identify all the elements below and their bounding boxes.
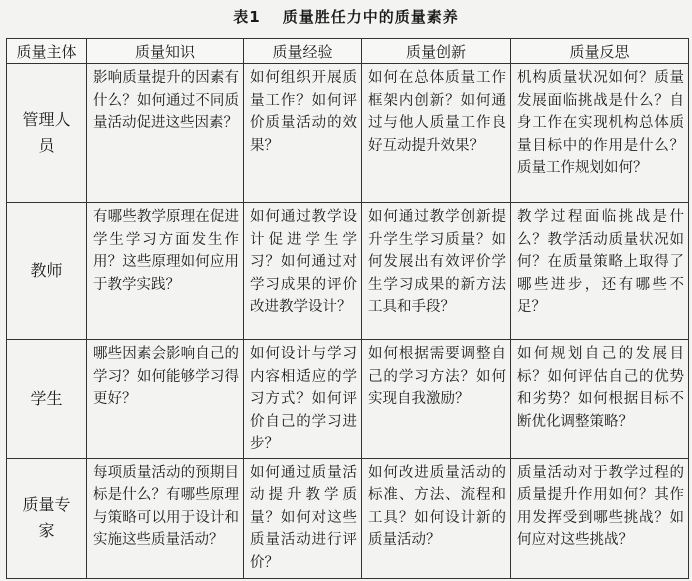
experience-cell: 如何设计与学习内容相适应的学习方式？如何评价自己的学习进步？	[244, 340, 362, 459]
table-row-quality-experts	[7, 458, 689, 578]
reflection-cell: 质量活动对于教学过程的质量提升作用如何？其作用发挥受到哪些挑战？如何应对这些挑战？	[511, 458, 689, 578]
subject-cell: 教师	[7, 203, 87, 340]
header-innovation: 质量创新	[362, 39, 511, 64]
header-reflection: 质量反思	[511, 39, 689, 64]
experience-cell: 如何组织开展质量工作？如何评价质量活动的效果？	[244, 64, 362, 203]
subject-cell: 学生	[7, 340, 87, 459]
innovation-cell: 如何改进质量活动的标准、方法、流程和工具？如何设计新的质量活动？	[362, 458, 511, 578]
table-row-managers	[7, 64, 689, 203]
quality-literacy-table	[6, 38, 689, 579]
reflection-cell: 教学过程面临挑战是什么？教学活动质量状况如何？在质量策略上取得了哪些进步，还有哪些不足？	[511, 203, 689, 340]
innovation-cell: 如何在总体质量工作框架内创新？如何通过与他人质量工作良好互动提升效果？	[362, 64, 511, 203]
table-row-students	[7, 340, 689, 459]
innovation-cell: 如何通过教学创新提升学生学习质量？如何发展出有效评价学生学习成果的新方法工具和手段？	[362, 203, 511, 340]
subject-cell: 质量专家	[7, 458, 87, 578]
table-caption	[0, 6, 692, 27]
innovation-cell: 如何根据需要调整自己的学习方法？如何实现自我激励？	[362, 340, 511, 459]
knowledge-cell: 哪些因素会影响自己的学习？如何能够学习得更好？	[87, 340, 244, 459]
knowledge-cell: 有哪些教学原理在促进学生学习方面发生作用？这些原理如何应用于教学实践？	[87, 203, 244, 340]
experience-cell: 如何通过教学设计促进学生学习？如何通过对学习成果的评价改进教学设计？	[244, 203, 362, 340]
knowledge-cell: 影响质量提升的因素有什么？如何通过不同质量活动促进这些因素？	[87, 64, 244, 203]
table-header-row	[7, 39, 689, 64]
knowledge-cell: 每项质量活动的预期目标是什么？有哪些原理与策略可以用于设计和实施这些质量活动？	[87, 458, 244, 578]
header-experience: 质量经验	[244, 39, 362, 64]
table-title: 质量胜任力中的质量素养	[282, 8, 459, 26]
table-number: 表1	[233, 8, 261, 26]
reflection-cell: 机构质量状况如何？质量发展面临挑战是什么？自身工作在实现机构总体质量目标中的作用是什么？质量工作规划如何？	[511, 64, 689, 203]
experience-cell: 如何通过质量活动提升教学质量？如何对这些质量活动进行评价？	[244, 458, 362, 578]
header-subject: 质量主体	[7, 39, 87, 64]
subject-cell: 管理人员	[7, 64, 87, 203]
reflection-cell: 如何规划自己的发展目标？如何评估自己的优势和劣势？如何根据目标不断优化调整策略？	[511, 340, 689, 459]
table-row-teachers	[7, 203, 689, 340]
header-knowledge: 质量知识	[87, 39, 244, 64]
